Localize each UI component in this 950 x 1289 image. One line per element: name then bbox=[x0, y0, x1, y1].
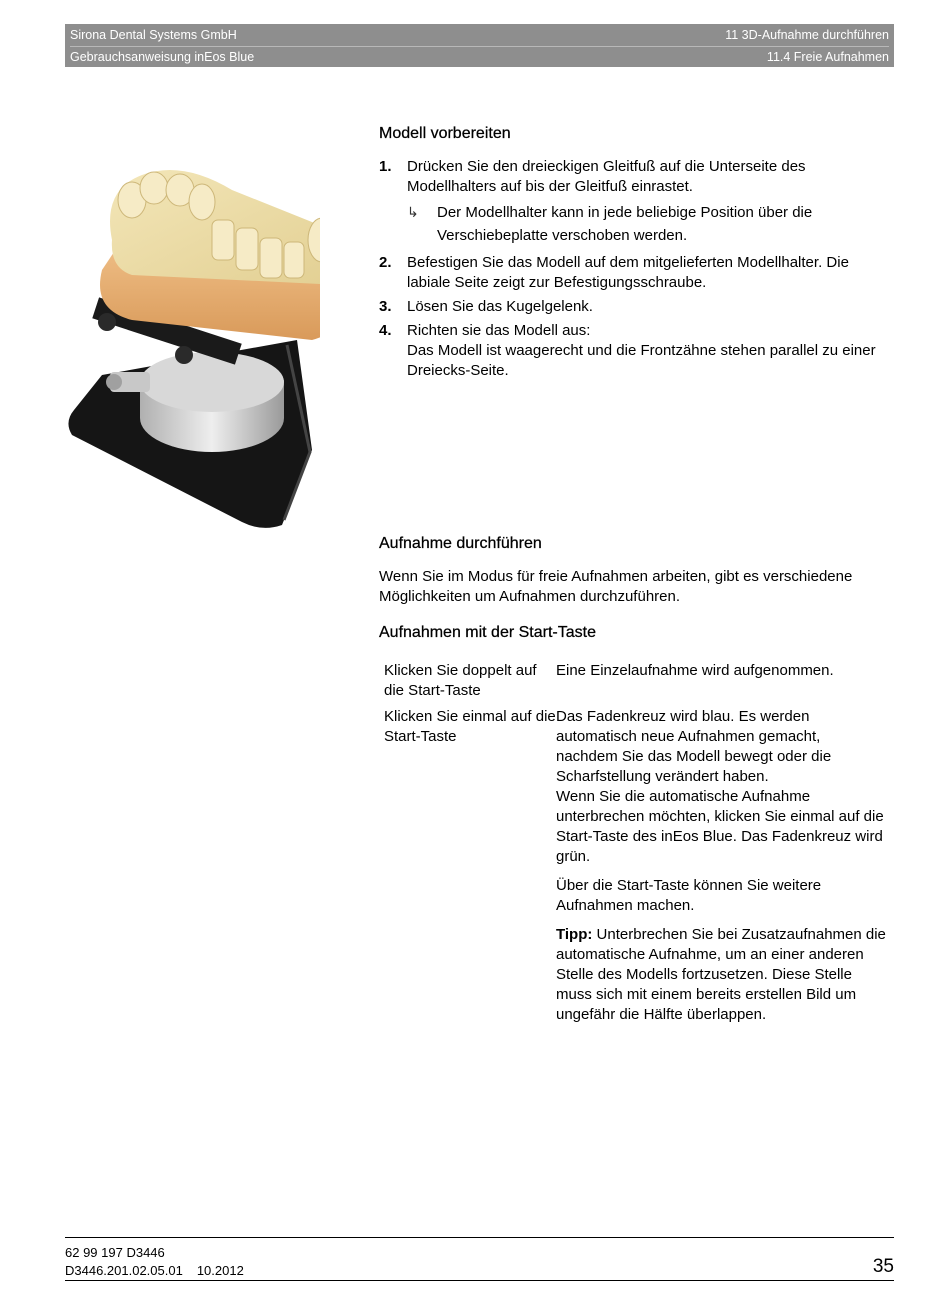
start-key-table bbox=[379, 661, 894, 1034]
result-arrow-icon: ↳ bbox=[407, 204, 419, 220]
header-row-1 bbox=[70, 25, 889, 45]
tip-label: Tipp: bbox=[556, 926, 593, 943]
list-item bbox=[379, 321, 894, 381]
footer-doc-number: 62 99 197 D3446 bbox=[65, 1245, 165, 1260]
table-row bbox=[379, 661, 894, 701]
step-text-line-1: Richten sie das Modell aus: bbox=[407, 322, 591, 339]
table-cell-action: Klicken Sie einmal auf die Start-Taste bbox=[384, 708, 556, 745]
effect-paragraph-3: Über die Start-Taste können Sie weitere Aufnahmen machen. bbox=[556, 877, 822, 914]
footer-order-line bbox=[65, 1262, 244, 1280]
table-cell-action: Klicken Sie doppelt auf die Start-Taste bbox=[384, 662, 537, 699]
list-item bbox=[379, 157, 894, 247]
capture-intro: Wenn Sie im Modus für freie Aufnahmen arbeiten, gibt es verschiedene Möglichkeiten um Aufnahmen durchzuführen. bbox=[379, 568, 853, 605]
footer-divider-top bbox=[65, 1237, 894, 1238]
section-title-capture: Aufnahme durchführen bbox=[379, 535, 542, 552]
step-text-line-2: Das Modell ist waagerecht und die Frontzähne stehen parallel zu einer Dreiecks-Seite. bbox=[407, 342, 876, 379]
step-result bbox=[407, 201, 894, 247]
page-header bbox=[65, 24, 894, 67]
step-number: 4. bbox=[379, 322, 392, 339]
list-item bbox=[379, 253, 894, 293]
table-row bbox=[379, 707, 894, 1034]
header-company: Sirona Dental Systems GmbH bbox=[70, 28, 237, 42]
step-text: Drücken Sie den dreieckigen Gleitfuß auf die Unterseite des Modellhalters auf bis der Gleitfuß einrastet. bbox=[407, 158, 806, 195]
step-text: Befestigen Sie das Modell auf dem mitgelieferten Modellhalter. Die labiale Seite zeigt zur Befestigungsschraube. bbox=[407, 254, 849, 291]
list-item bbox=[379, 297, 894, 317]
footer-order-code: D3446.201.02.05.01 bbox=[65, 1263, 183, 1278]
section-title-prepare: Modell vorbereiten bbox=[379, 125, 511, 142]
section-title-start-key: Aufnahmen mit der Start-Taste bbox=[379, 624, 596, 641]
tip-paragraph bbox=[556, 925, 886, 1025]
header-section: 11.4 Freie Aufnahmen bbox=[766, 50, 889, 64]
prepare-steps-list bbox=[379, 157, 894, 381]
step-text: Lösen Sie das Kugelgelenk. bbox=[407, 298, 593, 315]
header-manual: Gebrauchsanweisung inEos Blue bbox=[70, 50, 255, 64]
effect-paragraph-1: Das Fadenkreuz wird blau. Es werden automatisch neue Aufnahmen gemacht, nachdem Sie das Modell bewegt oder die Scharfstellung verändert haben. bbox=[556, 708, 832, 785]
tip-text: Unterbrechen Sie bei Zusatzaufnahmen die automatische Aufnahme, um an einer anderen Stelle des Modells fortzusetzen. Diese Stelle muss sich mit einem bereits erstellen Bild um ungefähr die Hälfte überlappen. bbox=[556, 926, 886, 1023]
footer-doc-info bbox=[65, 1244, 244, 1280]
result-text: Der Modellhalter kann in jede beliebige Position über die Verschiebeplatte verschoben werden. bbox=[437, 204, 813, 244]
footer-divider-bottom bbox=[65, 1280, 894, 1281]
step-number: 2. bbox=[379, 254, 392, 271]
table-cell-effect bbox=[556, 707, 886, 1034]
step-number: 3. bbox=[379, 298, 392, 315]
dental-model-holder-photo bbox=[62, 160, 320, 530]
step-number: 1. bbox=[379, 158, 392, 175]
page-number: 35 bbox=[872, 1256, 894, 1277]
header-row-2 bbox=[70, 46, 889, 67]
footer-date: 10.2012 bbox=[196, 1263, 244, 1278]
effect-paragraph-2: Wenn Sie die automatische Aufnahme unterbrechen möchten, klicken Sie einmal auf die Start-Taste des inEos Blue. Das Fadenkreuz wird grün. bbox=[556, 788, 884, 865]
header-chapter: 11 3D-Aufnahme durchführen bbox=[725, 28, 889, 42]
table-cell-effect: Eine Einzelaufnahme wird aufgenommen. bbox=[556, 662, 834, 679]
main-content bbox=[379, 124, 894, 1040]
